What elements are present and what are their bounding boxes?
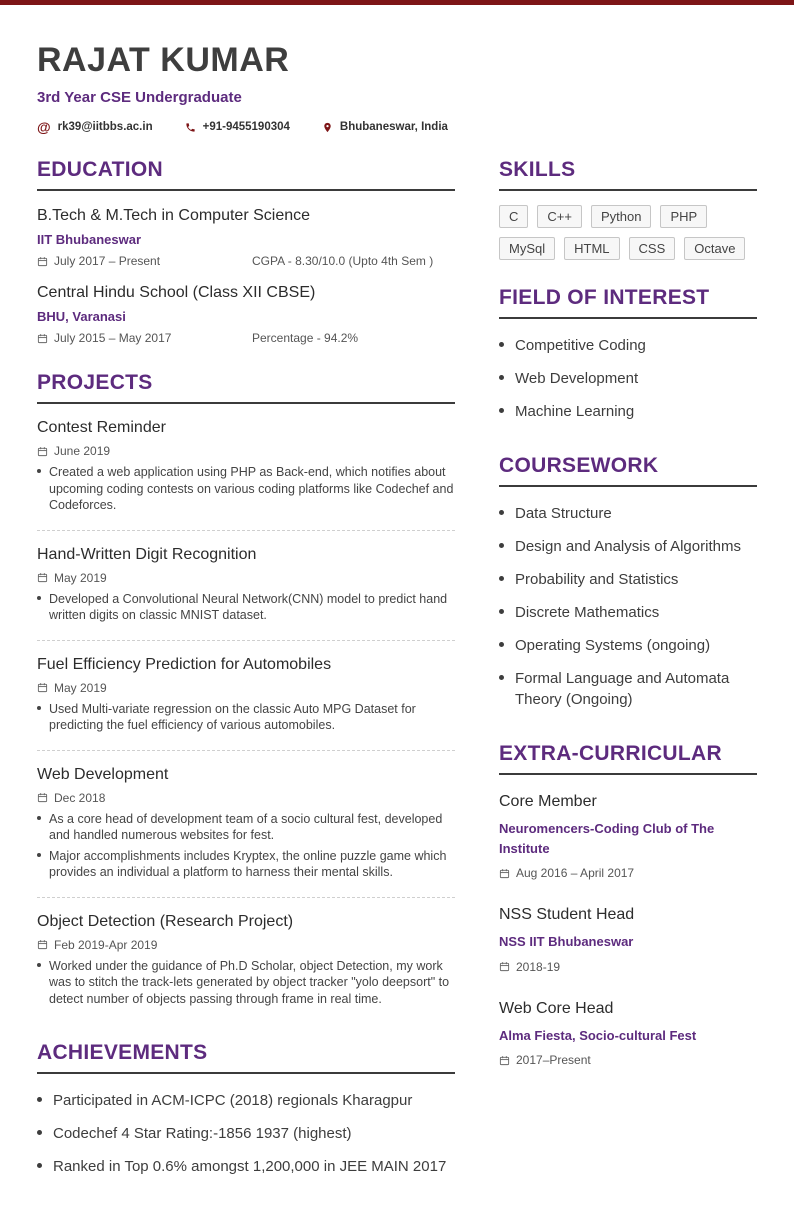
section-skills [499,158,757,260]
list-item [37,1150,455,1183]
project-bullets [37,811,455,881]
calendar-icon [499,961,510,972]
project-item [37,641,455,751]
extracurricular-title: EXTRA-CURRICULAR [499,742,757,775]
bullet-dot [37,1163,42,1168]
right-column [499,158,757,1067]
bullet-dot [37,963,41,967]
role-title: NSS Student Head [499,906,635,923]
phone-text: +91-9455190304 [202,121,290,133]
bullet-text: Worked under the guidance of Ph.D Scholar, object Detection, my work was to stitch the track-lets generated by object tracker "yolo deepsort" to detect number of objects passing through frame in real time. [49,958,450,1006]
project-bullets [37,591,455,624]
education-date-text: July 2017 – Present [54,254,161,268]
extracurricular-item [499,1000,757,1068]
project-date [37,791,455,805]
bullet-dot [37,1097,42,1102]
interest-text: Competitive Coding [515,337,646,354]
course-text: Data Structure [515,505,612,522]
project-name: Hand-Written Digit Recognition [37,545,257,563]
project-item [37,404,455,531]
education-date-text: July 2015 – May 2017 [54,331,172,345]
achievements-list [37,1084,455,1183]
calendar-icon [37,792,48,803]
role-date-text: Aug 2016 – April 2017 [516,866,635,880]
list-item [37,1117,455,1150]
course-text: Probability and Statistics [515,571,679,588]
phone-icon [185,122,196,133]
project-date [37,444,455,458]
bullet-dot [499,543,504,548]
education-item [37,284,455,345]
bullet-dot [499,375,504,380]
calendar-icon [37,682,48,693]
contact-phone [185,121,290,133]
project-name: Object Detection (Research Project) [37,912,294,930]
project-bullets [37,464,455,514]
project-name: Fuel Efficiency Prediction for Automobiles [37,655,332,673]
project-date [37,571,455,585]
education-date [37,331,252,345]
bullet-dot [37,706,41,710]
bullet-dot [37,596,41,600]
list-item [499,530,757,563]
skill-tag: HTML [564,237,619,260]
role-title: Web Core Head [499,999,614,1017]
list-item [37,1084,455,1117]
project-date-text: Dec 2018 [54,790,106,805]
bullet-dot [499,675,504,680]
calendar-icon [37,446,48,457]
bullet-text: Used Multi-variate regression on the classic Auto MPG Dataset for predicting the fuel efficiency of various automobiles. [49,701,416,732]
list-item [499,497,757,530]
project-date [37,681,455,695]
education-title: EDUCATION [37,158,455,191]
interest-text: Web Development [515,370,639,387]
project-item [37,751,455,898]
project-bullets [37,958,455,1008]
bullet-dot [37,469,41,473]
contact-location [322,121,448,134]
calendar-icon [37,939,48,950]
achievements-title: ACHIEVEMENTS [37,1041,455,1074]
project-item [37,898,455,1016]
list-item [499,596,757,629]
section-coursework [499,454,757,716]
section-projects [37,371,455,1015]
bullet-dot [37,1130,42,1135]
bullet-text: Major accomplishments includes Kryptex, the online puzzle game which provides an individual a platform to harness their mental skills. [49,848,447,879]
project-name: Web Development [37,765,169,783]
skill-tag: CSS [629,237,676,260]
bullet-dot [499,342,504,347]
list-item [499,329,757,362]
location-pin-icon [322,121,333,134]
education-item [37,207,455,268]
bullet-item [37,958,455,1008]
field-of-interest-title: FIELD OF INTEREST [499,286,757,319]
calendar-icon [499,868,510,879]
skill-tag: MySql [499,237,555,260]
header [37,41,757,134]
role-title: Core Member [499,793,597,810]
project-date-text: May 2019 [54,570,107,585]
section-achievements [37,1041,455,1183]
bullet-text: As a core head of development team of a socio cultural fest, developed and handled numerous websites for fest. [49,811,443,842]
extracurricular-item [499,793,757,880]
bullet-item [37,464,455,514]
contact-row [37,120,757,134]
skill-tag: C [499,205,528,228]
calendar-icon [37,333,48,344]
project-date-text: June 2019 [54,444,111,458]
course-text: Design and Analysis of Algorithms [515,538,741,555]
section-field-of-interest [499,286,757,428]
education-meta [37,331,455,345]
list-item [499,395,757,428]
project-date-text: May 2019 [54,680,107,695]
calendar-icon [37,572,48,583]
degree-title: Central Hindu School (Class XII CBSE) [37,284,316,301]
bullet-dot [37,853,41,857]
organization-name: Neuromencers-Coding Club of The Institute [499,821,715,856]
person-name: RAJAT KUMAR [37,41,290,79]
course-text: Formal Language and Automata Theory (Ongoing) [515,670,730,708]
achievement-text: Participated in ACM-ICPC (2018) regionals Kharagpur [53,1092,413,1109]
location-text: Bhubaneswar, India [339,121,448,133]
email-text: rk39@iitbbs.ac.in [57,121,153,133]
achievement-text: Codechef 4 Star Rating:-1856 1937 (highest) [53,1125,352,1142]
organization-name: Alma Fiesta, Socio-cultural Fest [499,1027,697,1043]
bullet-text: Developed a Convolutional Neural Network(CNN) model to predict hand written digits on classic MNIST dataset. [49,591,448,622]
role-date [499,960,757,974]
degree-title: B.Tech & M.Tech in Computer Science [37,207,311,224]
interest-text: Machine Learning [515,403,635,420]
calendar-icon [37,256,48,267]
role-date-text: 2017–Present [516,1053,591,1067]
education-score: Percentage - 94.2% [252,331,359,345]
course-text: Discrete Mathematics [515,604,660,621]
list-item [499,662,757,716]
institution-name: IIT Bhubaneswar [37,232,142,247]
bullet-dot [499,609,504,614]
bullet-dot [499,510,504,515]
two-column-body [37,158,757,1183]
section-education [37,158,455,345]
role-date [499,1053,757,1067]
education-meta [37,254,455,268]
calendar-icon [499,1055,510,1066]
course-text: Operating Systems (ongoing) [515,637,711,654]
left-column [37,158,455,1183]
project-date-text: Feb 2019-Apr 2019 [54,937,158,952]
coursework-list [499,497,757,716]
bullet-dot [37,816,41,820]
bullet-text: Created a web application using PHP as Back-end, which notifies about upcoming coding contests on various coding platforms like Codechef and Codeforces. [49,465,454,512]
coursework-title: COURSEWORK [499,454,757,487]
resume-page [0,5,794,1213]
extracurricular-item [499,906,757,974]
achievement-text: Ranked in Top 0.6% amongst 1,200,000 in JEE MAIN 2017 [53,1158,447,1175]
skill-tag: C++ [537,205,582,228]
section-extracurricular [499,742,757,1067]
education-score: CGPA - 8.30/10.0 (Upto 4th Sem ) [252,254,434,268]
organization-name: NSS IIT Bhubaneswar [499,934,634,949]
bullet-dot [499,576,504,581]
interest-list [499,329,757,428]
person-title: 3rd Year CSE Undergraduate [37,89,242,106]
bullet-dot [499,642,504,647]
education-date [37,254,252,268]
projects-title: PROJECTS [37,371,455,404]
bullet-item [37,811,455,844]
email-icon: @ [37,119,51,135]
institution-name: BHU, Varanasi [37,309,126,324]
skills-tags [499,205,757,260]
skill-tag: PHP [660,205,707,228]
project-item [37,531,455,641]
bullet-item [37,848,455,881]
project-date [37,938,455,952]
skill-tag: Python [591,205,651,228]
contact-email [37,120,153,134]
role-date-text: 2018-19 [516,959,561,974]
list-item [499,563,757,596]
role-date [499,866,757,880]
bullet-dot [499,408,504,413]
skills-title: SKILLS [499,158,757,191]
list-item [499,362,757,395]
bullet-item [37,701,455,734]
list-item [499,629,757,662]
project-bullets [37,701,455,734]
skill-tag: Octave [684,237,745,260]
bullet-item [37,591,455,624]
project-name: Contest Reminder [37,419,166,436]
